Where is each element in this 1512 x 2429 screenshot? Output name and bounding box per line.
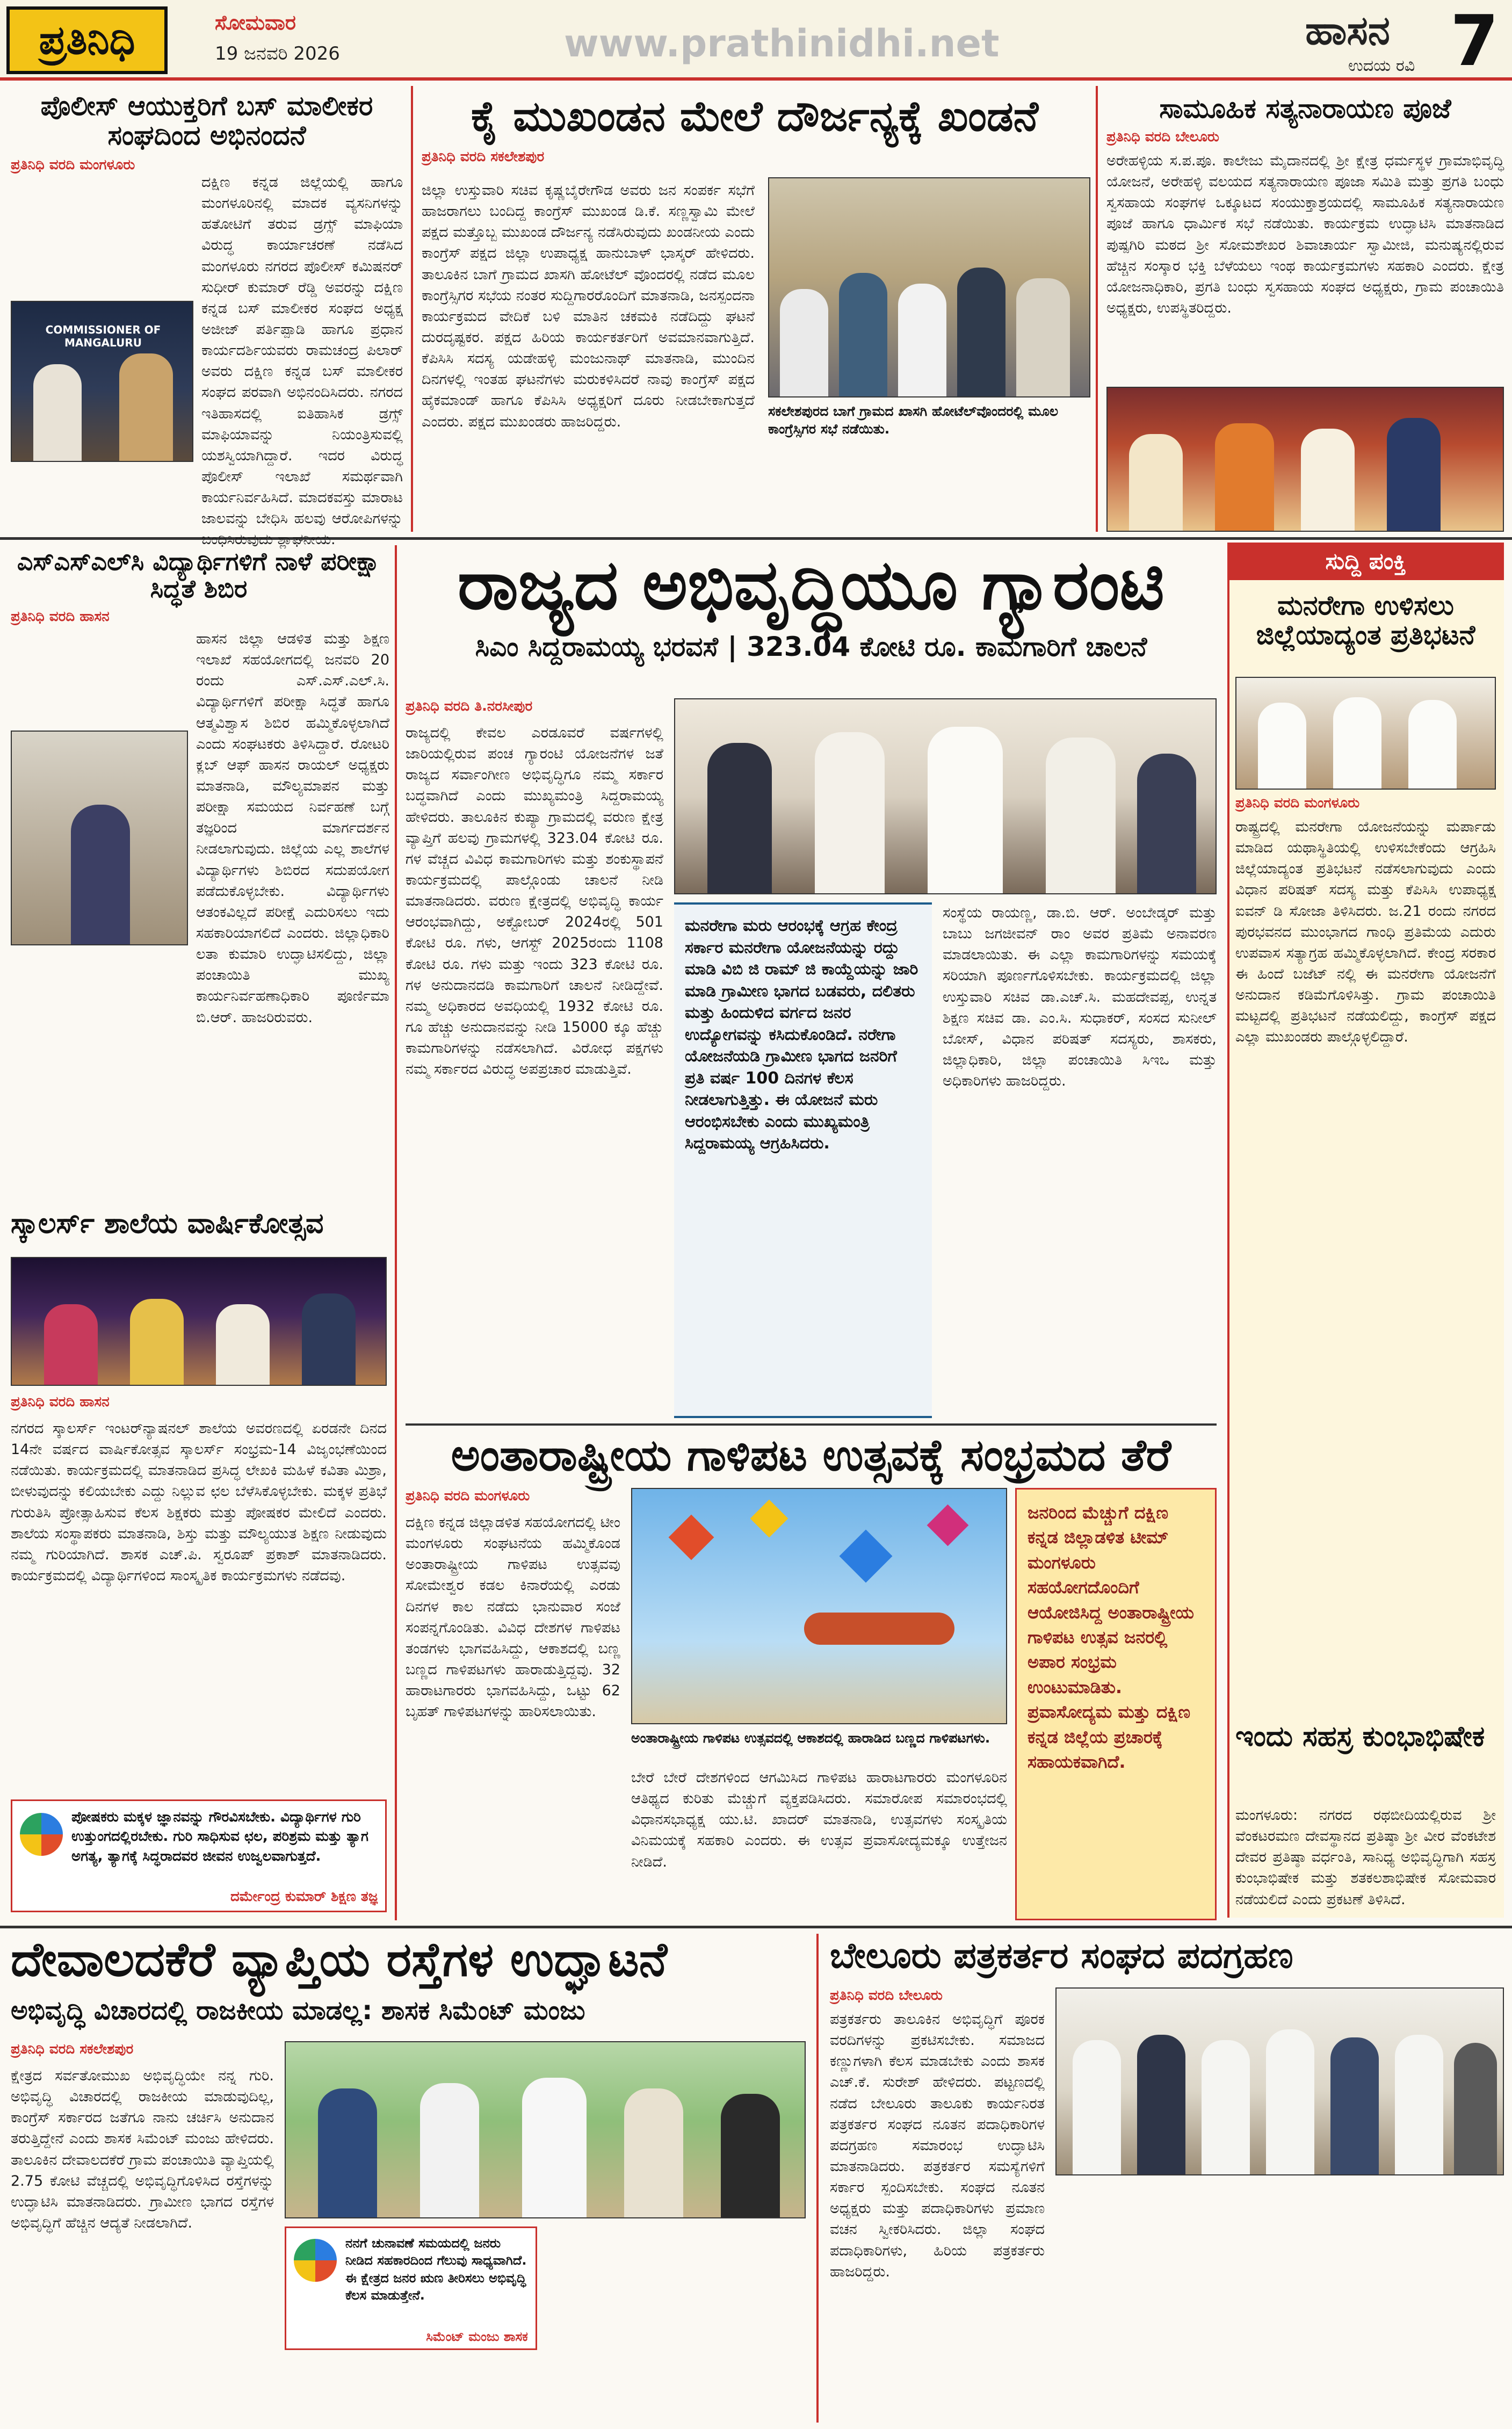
police-headline[interactable]: ಪೊಲೀಸ್ ಆಯುಕ್ತರಿಗೆ ಬಸ್ ಮಾಲೀಕರ ಸಂಘದಿಂದ ಅಭಿನಂದನೆ: [40, 90, 373, 151]
kai-story: [422, 94, 1088, 165]
pooja-headline[interactable]: ಸಾಮೂಹಿಕ ಸತ್ಯನಾರಾಯಣ ಪೂಜೆ: [1159, 93, 1451, 124]
kai-meeting-photo: [768, 177, 1090, 397]
police-story: [11, 91, 403, 174]
sudhi-headline[interactable]: ಮನರೇಗಾ ಉಳಿಸಲು ಜಿಲ್ಲೆಯಾದ್ಯಂತ ಪ್ರತಿಭಟನೆ: [1256, 590, 1475, 650]
person-figure: [624, 2088, 683, 2217]
kite-icon: [669, 1515, 714, 1560]
page-number: 7: [1450, 0, 1499, 82]
sslc-body: ಹಾಸನ ಜಿಲ್ಲಾ ಆಡಳಿತ ಮತ್ತು ಶಿಕ್ಷಣ ಇಲಾಖೆ ಸಹಯೋಗದಲ್ಲಿ ಜನವರಿ 20 ರಂದು ಎಸ್.ಎಸ್.ಎಲ್.ಸಿ. ವಿದ್ಯಾರ್ಥಿಗಳಿಗೆ ಪರೀಕ್ಷಾ ಸಿದ್ಧತೆ ಹಾಗೂ ಆತ್ಮವಿಶ್ವಾಸ ಶಿಬಿರ ಹಮ್ಮಿಕೊಳ್ಳಲಾಗಿದೆ ಎಂದು ಸಂಘಟಕರು ತಿಳಿಸಿದ್ದಾರೆ. ರೋಟರಿ ಕ್ಲಬ್ ಆಫ್ ಹಾಸನ ರಾಯಲ್ ಅಧ್ಯಕ್ಷರು ಮಾತನಾಡಿ, ಮೌಲ್ಯಮಾಪನ ಮತ್ತು ಪರೀಕ್ಷಾ ಸಮಯದ ನಿರ್ವಹಣೆ ಬಗ್ಗೆ ತಜ್ಞರಿಂದ ಮಾರ್ಗದರ್ಶನ ನೀಡಲಾಗುವುದು. ಜಿಲ್ಲೆಯ ಎಲ್ಲ ಶಾಲೆಗಳ ವಿದ್ಯಾರ್ಥಿಗಳು ಶಿಬಿರದ ಸದುಪಯೋಗ ಪಡೆದುಕೊಳ್ಳಬೇಕು. ವಿದ್ಯಾರ್ಥಿಗಳು ಆತಂಕವಿಲ್ಲದೆ ಪರೀಕ್ಷೆ ಎದುರಿಸಲು ಇದು ಸಹಕಾರಿಯಾಗಲಿದೆ ಎಂದರು. ಜಿಲ್ಲಾಧಿಕಾರಿ ಲತಾ ಕುಮಾರಿ ಉದ್ಘಾಟಿಸಲಿದ್ದು, ಜಿಲ್ಲಾ ಪಂಚಾಯಿತಿ ಮುಖ್ಯ ಕಾರ್ಯನಿರ್ವಹಣಾಧಿಕಾರಿ ಪೂರ್ಣಿಮಾ ಬಿ.ಆರ್. ಹಾಜರಿರುವರು.: [196, 631, 389, 1026]
promo-quote-text: ಪೋಷಕರು ಮಕ್ಕಳ ಜ್ಞಾನವನ್ನು ಗೌರವಿಸಬೇಕು. ವಿದ್ಯಾರ್ಥಿಗಳ ಗುರಿ ಉತ್ತುಂಗದಲ್ಲಿರಬೇಕು. ಗುರಿ ಸಾಧಿಸುವ ಛಲ, ಪರಿಶ್ರಮ ಮತ್ತು ತ್ಯಾಗ ಅಗತ್ಯ, ತ್ಯಾಗಕ್ಕೆ ಸಿದ್ಧರಾದವರ ಜೀವನ ಉಜ್ವಲವಾಗುತ್ತದೆ.: [71, 1809, 368, 1864]
kite-body-left: ದಕ್ಷಿಣ ಕನ್ನಡ ಜಿಲ್ಲಾಡಳಿತ ಸಹಯೋಗದಲ್ಲಿ ಟೀಂ ಮಂಗಳೂರು ಸಂಘಟನೆಯ ಹಮ್ಮಿಕೊಂಡ ಅಂತಾರಾಷ್ಟ್ರೀಯ ಗಾಳಿಪಟ ಉತ್ಸವವು ಸೋಮೇಶ್ವರ ಕಡಲ ಕಿನಾರೆಯಲ್ಲಿ ಎರಡು ದಿನಗಳ ಕಾಲ ನಡೆದು ಭಾನುವಾರ ಸಂಜೆ ಸಂಪನ್ನಗೊಂಡಿತು. ವಿವಿಧ ದೇಶಗಳ ಗಾಳಿಪಟ ತಂಡಗಳು ಭಾಗವಹಿಸಿದ್ದು, ಆಕಾಶದಲ್ಲಿ ಬಣ್ಣ ಬಣ್ಣದ ಗಾಳಿಪಟಗಳು ಹಾರಾಡುತ್ತಿದ್ದವು. 32 ಹಾರಾಟಗಾರರು ಭಾಗವಹಿಸಿದ್ದು, ಒಟ್ಟು 62 ಬೃಹತ್ ಗಾಳಿಪಟಗಳನ್ನು ಹಾರಿಸಲಾಯಿತು.: [406, 1514, 620, 1720]
sudhi-sub-body: ಮಂಗಳೂರು: ನಗರದ ರಥಬೀದಿಯಲ್ಲಿರುವ ಶ್ರೀ ವೆಂಕಟರಮಣ ದೇವಸ್ಥಾನದ ಪ್ರತಿಷ್ಠಾ ಶ್ರೀ ವೀರ ವೆಂಕಟೇಶ ದೇವರ ಪ್ರತಿಷ್ಠಾ ವರ್ಧಂತಿ, ಸಾನಿಧ್ಯ ಅಭಿವೃದ್ಧಿಗಾಗಿ ಸಹಸ್ರ ಕುಂಭಾಭಿಷೇಕ ಮತ್ತು ಶತಕಲಶಾಭಿಷೇಕ ಸೋಮವಾರ ನಡೆಯಲಿದೆ ಎಂದು ಪ್ರಕಟಣೆ ತಿಳಿಸಿದೆ.: [1235, 1807, 1496, 1908]
person-figure: [318, 2088, 377, 2217]
kite-icon: [750, 1500, 788, 1538]
school-headline[interactable]: ಸ್ಕಾಲರ್ಸ್ ಶಾಲೆಯ ವಾರ್ಷಿಕೋತ್ಸವ: [11, 1208, 324, 1240]
kite-byline: ಪ್ರತಿನಿಧಿ ವರದಿ ಮಂಗಳೂರು: [406, 1488, 530, 1504]
school-body: ನಗರದ ಸ್ಕಾಲರ್ಸ್ ಇಂಟರ್‌ನ್ಯಾಷನಲ್ ಶಾಲೆಯ ಅವರಣದಲ್ಲಿ ಏರಡನೇ ದಿನದ 14ನೇ ವರ್ಷದ ವಾರ್ಷಿಕೋತ್ಸವ ಸ್ಕಾಲರ್ಸ್ ಸಂಭ್ರಮ-14 ವಿಜೃಂಭಣೆಯಿಂದ ನಡೆಯಿತು. ಕಾರ್ಯಕ್ರಮದಲ್ಲಿ ಮಾತನಾಡಿದ ಪ್ರಸಿದ್ಧ ಲೇಖಕಿ ಮಹಿಳೆ ಕವಿತಾ ಮಿಶ್ರಾ, ಬೀಳುವುದನ್ನು ಕಲಿಯಬೇಕು ಎದ್ದು ನಿಲ್ಲುವ ಛಲ ಬೆಳೆಸಿಕೊಳ್ಳಬೇಕು. ಮಕ್ಕಳ ಪ್ರತಿಭೆ ಗುರುತಿಸಿ ಪ್ರೋತ್ಸಾಹಿಸುವ ಕೆಲಸ ಶಿಕ್ಷಕರು ಮತ್ತು ಪೋಷಕರ ಮೇಲಿದೆ ಎಂದರು. ಶಾಲೆಯ ಸಂಸ್ಥಾಪಕರು ಮಾತನಾಡಿ, ಶಿಸ್ತು ಮತ್ತು ಮೌಲ್ಯಯುತ ಶಿಕ್ಷಣ ನೀಡುವುದು ನಮ್ಮ ಗುರಿಯಾಗಿದೆ. ಶಾಸಕ ಎಚ್.ಪಿ. ಸ್ವರೂಪ್ ಪ್ರಕಾಶ್ ಮಾತನಾಡಿದರು. ಕಾರ್ಯಕ್ರಮದಲ್ಲಿ ವಿದ್ಯಾರ್ಥಿಗಳಿಂದ ಸಾಂಸ್ಕೃತಿಕ ಕಾರ್ಯಕ್ರಮಗಳು ನಡೆದವು.: [11, 1420, 387, 1584]
kai-byline: ಪ್ರತಿನಿಧಿ ವರದಿ ಸಕಲೇಶಪುರ: [422, 148, 545, 165]
edition-name: ಹಾಸನ: [1305, 8, 1390, 54]
person-figure: [721, 2094, 780, 2217]
road-inset-cite: ಸಿಮೆಂಟ್ ಮಂಜು ಶಾಸಕ: [426, 2329, 528, 2344]
person-figure: [1016, 278, 1070, 396]
police-photo: [11, 301, 193, 462]
issue-date: 19 ಜನವರಿ 2026: [215, 43, 340, 64]
person-figure: [420, 2083, 479, 2217]
promo-quote-cite: ದರ್ಮೇಂದ್ರ ಕುಮಾರ್ ಶಿಕ್ಷಣ ತಜ್ಞ: [230, 1889, 378, 1905]
sslc-byline: ಪ್ರತಿನಿಧಿ ವರದಿ ಹಾಸನ: [11, 609, 110, 625]
sslc-story: [11, 548, 387, 625]
school-story: [11, 1209, 387, 1239]
person-figure: [815, 732, 885, 893]
pooja-byline: ಪ್ರತಿನಿಧಿ ವರದಿ ಬೇಲೂರು: [1106, 129, 1219, 145]
kite-body-right: ಬೇರೆ ಬೇರೆ ದೇಶಗಳಿಂದ ಆಗಮಿಸಿದ ಗಾಳಿಪಟ ಹಾರಾಟಗಾರರು ಮಂಗಳೂರಿನ ಆತಿಥ್ಯದ ಕುರಿತು ಮೆಚ್ಚುಗೆ ವ್ಯಕ್ತಪಡಿಸಿದರು. ಸಮಾರೋಪ ಸಮಾರಂಭದಲ್ಲಿ ವಿಧಾನಸಭಾಧ್ಯಕ್ಷ ಯು.ಟಿ. ಖಾದರ್ ಮಾತನಾಡಿ, ಉತ್ಸವಗಳು ಸಂಸ್ಕೃತಿಯ ವಿನಿಮಯಕ್ಕೆ ಸಹಕಾರಿ ಎಂದರು. ಈ ಉತ್ಸವ ಪ್ರವಾಸೋದ್ಯಮಕ್ಕೂ ಉತ್ತೇಜನ ನೀಡಿದೆ.: [631, 1769, 1007, 1870]
kite-icon: [927, 1505, 969, 1546]
sudhi-byline: ಪ್ರತಿನಿಧಿ ವರದಿ ಮಂಗಳೂರು: [1235, 795, 1360, 811]
person-figure: [1301, 429, 1355, 531]
person-figure: [1073, 2040, 1121, 2174]
person-figure: [1395, 2035, 1443, 2174]
police-body: ದಕ್ಷಿಣ ಕನ್ನಡ ಜಿಲ್ಲೆಯಲ್ಲಿ ಹಾಗೂ ಮಂಗಳೂರಿನಲ್ಲಿ ಮಾದಕ ವ್ಯಸನಿಗಳನ್ನು ಹತೋಟಿಗೆ ತರುವ ಡ್ರಗ್ಸ್ ಮಾಫಿಯಾ ವಿರುದ್ಧ ಕಾರ್ಯಾಚರಣೆ ನಡೆಸಿದ ಮಂಗಳೂರು ನಗರದ ಪೊಲೀಸ್ ಕಮಿಷನರ್ ಸುಧೀರ್ ಕುಮಾರ್ ರೆಡ್ಡಿ ಅವರನ್ನು ದಕ್ಷಿಣ ಕನ್ನಡ ಬಸ್ ಮಾಲೀಕರ ಸಂಘದ ಅಧ್ಯಕ್ಷ ಅಜೀಜ್ ಪರ್ತಿಪ್ಪಾಡಿ ಹಾಗೂ ಪ್ರಧಾನ ಕಾರ್ಯದರ್ಶಿಯವರು ರಾಮಚಂದ್ರ ಪಿಲಾರ್ ಅವರು ದಕ್ಷಿಣ ಕನ್ನಡ ಬಸ್ ಮಾಲೀಕರ ಸಂಘದ ಪರವಾಗಿ ಅಭಿನಂದಿಸಿದರು. ನಗರದ ಇತಿಹಾಸದಲ್ಲಿ ಐತಿಹಾಸಿಕ ಡ್ರಗ್ಸ್ ಮಾಫಿಯಾವನ್ನು ನಿಯಂತ್ರಿಸುವಲ್ಲಿ ಯಶಸ್ವಿಯಾಗಿದ್ದಾರೆ. ಇದರ ವಿರುದ್ಧ ಪೊಲೀಸ್ ಇಲಾಖೆ ಸಮರ್ಥವಾಗಿ ಕಾರ್ಯನಿರ್ವಹಿಸಿದೆ. ಮಾದಕವಸ್ತು ಮಾರಾಟ ಜಾಲವನ್ನು ಬೇಧಿಸಿ ಹಲವು ಆರೋಪಿಗಳನ್ನು ಬಂಧಿಸಿರುವುದು ಶ್ಲಾಘನೀಯ.: [201, 174, 403, 548]
kai-photo-caption: ಸಕಲೇಶಪುರದ ಬಾಗೆ ಗ್ರಾಮದ ಖಾಸಗಿ ಹೋಟೆಲ್‌ವೊಂದರಲ್ಲಿ ಮೂಲ ಕಾಂಗ್ರೆಸ್ಸಿಗರ ಸಭೆ ನಡೆಯಿತು.: [768, 403, 1059, 437]
manarega-quote-box: [674, 902, 932, 1418]
road-inset-text: ನನಗೆ ಚುನಾವಣೆ ಸಮಯದಲ್ಲಿ ಜನರು ನೀಡಿದ ಸಹಕಾರದಿಂದ ಗೆಲುವು ಸಾಧ್ಯವಾಗಿದೆ. ಈ ಕ್ಷೇತ್ರದ ಜನರ ಋಣ ತೀರಿಸಲು ಅಭಿವೃದ್ಧಿ ಕೆಲಸ ಮಾಡುತ್ತೇನೆ.: [345, 2236, 527, 2303]
lead-photo: [674, 698, 1217, 894]
kite-photo-caption: ಅಂತಾರಾಷ್ಟ್ರೀಯ ಗಾಳಿಪಟ ಉತ್ಸವದಲ್ಲಿ ಆಕಾಶದಲ್ಲಿ ಹಾರಾಡಿದ ಬಣ್ಣದ ಗಾಳಿಪಟಗಳು.: [631, 1730, 990, 1746]
person-figure: [1137, 2035, 1185, 2174]
pooja-body: ಅರೇಹಳ್ಳಿಯ ಸ.ಪ.ಪೂ. ಕಾಲೇಜು ಮೈದಾನದಲ್ಲಿ ಶ್ರೀ ಕ್ಷೇತ್ರ ಧರ್ಮಸ್ಥಳ ಗ್ರಾಮಾಭಿವೃದ್ಧಿ ಯೋಜನೆ, ಅರೇಹಳ್ಳಿ ವಲಯದ ಸತ್ಯನಾರಾಯಣ ಪೂಜಾ ಸಮಿತಿ ಮತ್ತು ಪ್ರಗತಿ ಬಂಧು ಸ್ವಸಹಾಯ ಸಂಘಗಳ ಒಕ್ಕೂಟದ ಸಂಯುಕ್ತಾಶ್ರಯದಲ್ಲಿ ಸಾಮೂಹಿಕ ಸತ್ಯನಾರಾಯಣ ಪೂಜೆ ಹಾಗೂ ಧಾರ್ಮಿಕ ಸಭೆ ನಡೆಯಿತು. ಕಾರ್ಯಕ್ರಮ ಉದ್ಘಾಟಿಸಿ ಮಾತನಾಡಿದ ಪುಷ್ಪಗಿರಿ ಮಠದ ಶ್ರೀ ಸೋಮಶೇಖರ ಶಿವಾಚಾರ್ಯ ಸ್ವಾಮೀಜಿ, ಮನುಷ್ಯನಲ್ಲಿರುವ ಹೆಚ್ಚಿನ ಸಂಸ್ಕಾರ ಭಕ್ತಿ ಬೆಳೆಯಲು ಇಂಥ ಕಾರ್ಯಕ್ರಮಗಳು ಸಹಕಾರಿ ಎಂದರು. ಕ್ಷೇತ್ರ ಯೋಜನಾಧಿಕಾರಿ, ಪ್ರಗತಿ ಬಂಧು ಸ್ವಸಹಾಯ ಸಂಘದ ಅಧ್ಯಕ್ಷರು, ಗ್ರಾಮ ಪಂಚಾಯಿತಿ ಅಧ್ಯಕ್ಷರು, ಉಪಸ್ಥಿತರಿದ್ದರು.: [1106, 153, 1504, 316]
pooja-story: [1106, 94, 1504, 146]
person-figure: [216, 1304, 270, 1385]
logo-icon: [294, 2239, 337, 2282]
person-figure: [1129, 434, 1183, 531]
person-figure: [130, 1299, 184, 1385]
pooja-photo: [1106, 387, 1504, 532]
road-byline: ಪ್ರತಿನಿಧಿ ವರದಿ ಸಕಲೇಶಪುರ: [11, 2041, 134, 2057]
person-figure: [1202, 2040, 1250, 2174]
person-figure: [707, 743, 772, 893]
person-figure: [71, 805, 130, 944]
section-divider: [0, 1926, 1512, 1928]
kai-headline[interactable]: ಕೈ ಮುಖಂಡನ ಮೇಲೆ ದೌರ್ಜನ್ಯಕ್ಕೆ ಖಂಡನೆ: [471, 92, 1039, 141]
promo-quote-box: [11, 1799, 387, 1912]
kite-photo: [631, 1488, 1007, 1724]
person-figure: [1137, 754, 1196, 893]
person-figure: [1330, 2037, 1379, 2174]
column-divider: [395, 545, 397, 1920]
person-figure: [119, 353, 173, 461]
lead-story: [406, 545, 1217, 663]
road-headline[interactable]: ದೇವಾಲದಕೆರೆ ವ್ಯಾಪ್ತಿಯ ರಸ್ತೆಗಳ ಉದ್ಘಾಟನೆ: [11, 1932, 668, 1987]
manarega-quote-text: ಮನರೇಗಾ ಮರು ಆರಂಭಕ್ಕೆ ಆಗ್ರಹ ಕೇಂದ್ರ ಸರ್ಕಾರ ಮನರೇಗಾ ಯೋಜನೆಯನ್ನು ರದ್ದು ಮಾಡಿ ವಿಬಿ ಜಿ ರಾಮ್ ಜಿ ಕಾಯ್ದೆಯನ್ನು ಜಾರಿ ಮಾಡಿ ಗ್ರಾಮೀಣ ಭಾಗದ ಬಡವರು, ದಲಿತರು ಮತ್ತು ಹಿಂದುಳಿದ ವರ್ಗದ ಜನರ ಉದ್ಯೋಗವನ್ನು ಕಸಿದುಕೊಂಡಿದೆ. ನರೇಗಾ ಯೋಜನೆಯಡಿ ಗ್ರಾಮೀಣ ಭಾಗದ ಜನರಿಗೆ ಪ್ರತಿ ವರ್ಷ 100 ದಿನಗಳ ಕೆಲಸ ನೀಡಲಾಗುತ್ತಿತ್ತು. ಈ ಯೋಜನೆ ಮರು ಆರಂಭಿಸಬೇಕು ಎಂದು ಮುಖ್ಯಮಂತ್ರಿ ಸಿದ್ದರಾಮಯ್ಯ ಆಗ್ರಹಿಸಿದರು.: [685, 916, 918, 1153]
column-divider: [816, 1934, 819, 2423]
police-byline: ಪ್ರತಿನಿಧಿ ವರದಿ ಮಂಗಳೂರು: [11, 157, 135, 173]
lead-body-left: ರಾಜ್ಯದಲ್ಲಿ ಕೇವಲ ಎರಡೂವರೆ ವರ್ಷಗಳಲ್ಲಿ ಜಾರಿಯಲ್ಲಿರುವ ಪಂಚ ಗ್ಯಾರಂಟಿ ಯೋಜನೆಗಳ ಜತೆ ರಾಜ್ಯದ ಸರ್ವಾಂಗೀಣ ಅಭಿವೃದ್ಧಿಗೂ ನಮ್ಮ ಸರ್ಕಾರ ಬದ್ಧವಾಗಿದೆ ಎಂದು ಮುಖ್ಯಮಂತ್ರಿ ಸಿದ್ದರಾಮಯ್ಯ ಹೇಳಿದರು. ತಾಲೂಕಿನ ಕುಪ್ಯಾ ಗ್ರಾಮದಲ್ಲಿ ವರುಣ ಕ್ಷೇತ್ರ ವ್ಯಾಪ್ತಿಗೆ ಹಲವು ಗ್ರಾಮಗಳಲ್ಲಿ 323.04 ಕೋಟಿ ರೂ. ಗಳ ವೆಚ್ಚದ ವಿವಿಧ ಕಾಮಗಾರಿಗಳು ಮತ್ತು ಶಂಕುಸ್ಥಾಪನೆ ಕಾರ್ಯಕ್ರಮದಲ್ಲಿ ಪಾಲ್ಗೊಂಡು ಚಾಲನೆ ನೀಡಿ ಮಾತನಾಡಿದರು. ವರುಣ ಕ್ಷೇತ್ರದಲ್ಲಿ ಅಭಿವೃದ್ಧಿ ಕಾರ್ಯ ಆರಂಭವಾಗಿದ್ದು, ಅಕ್ಟೋಬರ್ 2024ರಲ್ಲಿ 501 ಕೋಟಿ ರೂ. ಗಳು, ಆಗಸ್ಟ್ 2025ರಂದು 1108 ಕೋಟಿ ರೂ. ಗಳು ಮತ್ತು ಇಂದು 323 ಕೋಟಿ ರೂ. ಗಳ ಅನುದಾನದಡಿ ಕಾಮಗಾರಿಗೆ ಚಾಲನೆ ನೀಡಿದ್ದೇವೆ. ನಮ್ಮ ಅಧಿಕಾರದ ಅವಧಿಯಲ್ಲಿ 1932 ಕೋಟಿ ರೂ. ಗೂ ಹೆಚ್ಚು ಅನುದಾನವನ್ನು ನೀಡಿ 15000 ಕ್ಕೂ ಹೆಚ್ಚು ಕಾಮಗಾರಿಗಳನ್ನು ನಡೆಸಲಾಗಿದೆ. ವಿರೋಧ ಪಕ್ಷಗಳು ನಮ್ಮ ಸರ್ಕಾರದ ವಿರುದ್ಧ ಅಪಪ್ರಚಾರ ಮಾಡುತ್ತಿವೆ.: [406, 725, 663, 1078]
column-divider: [411, 86, 413, 532]
school-stage-photo: [11, 1257, 387, 1386]
person-figure: [1333, 697, 1381, 789]
sudhi-protest-photo: [1235, 677, 1496, 790]
person-figure: [1408, 700, 1457, 789]
website-url[interactable]: www.prathinidhi.net: [564, 21, 1000, 66]
column-divider: [1096, 86, 1098, 532]
person-figure: [1215, 423, 1274, 531]
kite-side-text: ಜನರಿಂದ ಮೆಚ್ಚುಗೆ ದಕ್ಷಿಣ ಕನ್ನಡ ಜಿಲ್ಲಾಡಳಿತ ಟೀಮ್ ಮಂಗಳೂರು ಸಹಯೋಗದೊಂದಿಗೆ ಆಯೋಜಿಸಿದ್ದ ಅಂತಾರಾಷ್ಟ್ರೀಯ ಗಾಳಿಪಟ ಉತ್ಸವ ಜನರಲ್ಲಿ ಅಪಾರ ಸಂಭ್ರಮ ಉಂಟುಮಾಡಿತು. ಪ್ರವಾಸೋದ್ಯಮ ಮತ್ತು ದಕ್ಷಿಣ ಕನ್ನಡ ಜಿಲ್ಲೆಯ ಪ್ರಚಾರಕ್ಕೆ ಸಹಾಯಕವಾಗಿದೆ.: [1028, 1502, 1194, 1772]
person-figure: [780, 289, 828, 396]
lead-headline[interactable]: ರಾಜ್ಯದ ಅಭಿವೃದ್ಧಿಯೂ ಗ್ಯಾರಂಟಿ: [457, 545, 1164, 625]
person-figure: [1046, 738, 1116, 893]
person-figure: [302, 1293, 356, 1385]
person-figure: [1454, 2043, 1497, 2174]
kai-body: ಜಿಲ್ಲಾ ಉಸ್ತುವಾರಿ ಸಚಿವ ಕೃಷ್ಣಬೈರೇಗೌಡ ಅವರು ಜನ ಸಂಪರ್ಕ ಸಭೆಗೆ ಹಾಜರಾಗಲು ಬಂದಿದ್ದ ಕಾಂಗ್ರೆಸ್ ಮುಖಂಡ ಡಿ.ಕೆ. ಸಣ್ಣಸ್ವಾಮಿ ಮೇಲೆ ಪಕ್ಷದ ಮತ್ತೊಬ್ಬ ಮುಖಂಡ ದೌರ್ಜನ್ಯ ನಡೆಸಿರುವುದು ಖಂಡನೀಯ ಎಂದು ಕಾಂಗ್ರೆಸ್ ಪಕ್ಷದ ಜಿಲ್ಲಾ ಉಪಾಧ್ಯಕ್ಷ ಹಾನುಬಾಳ್ ಭಾಸ್ಕರ್ ಹೇಳಿದರು. ತಾಲೂಕಿನ ಬಾಗೆ ಗ್ರಾಮದ ಖಾಸಗಿ ಹೋಟೆಲ್ ವೊಂದರಲ್ಲಿ ನಡೆದ ಮೂಲ ಕಾಂಗ್ರೆಸ್ಸಿಗರ ಸಭೆಯ ನಂತರ ಸುದ್ದಿಗಾರರೊಂದಿಗೆ ಮಾತನಾಡಿ, ಜನಸ್ಪಂದನಾ ಕಾರ್ಯಕ್ರಮದ ವೇದಿಕೆ ಬಳಿ ಮಾತಿನ ಚಕಮಕಿ ನಡೆದಿದ್ದು ಘಟನೆ ದುರದೃಷ್ಟಕರ. ಪಕ್ಷದ ಹಿರಿಯ ಕಾರ್ಯಕರ್ತರಿಗೆ ಅವಮಾನವಾಗುತ್ತಿದೆ. ಕೆಪಿಸಿಸಿ ಸದಸ್ಯ ಯಡೇಹಳ್ಳಿ ಮಂಜುನಾಥ್ ಮಾತನಾಡಿ, ಮುಂದಿನ ದಿನಗಳಲ್ಲಿ ಇಂತಹ ಘಟನೆಗಳು ಮರುಕಳಿಸಿದರೆ ನಾವು ಕಾಂಗ್ರೆಸ್ ಪಕ್ಷದ ಹೈಕಮಾಂಡ್ ಹಾಗೂ ಕೆಪಿಸಿಸಿ ಅಧ್ಯಕ್ಷರಿಗೆ ದೂರು ನೀಡಬೇಕಾಗುತ್ತದೆ ಎಂದರು. ಪಕ್ಷದ ಮುಖಂಡರು ಹಾಜರಿದ್ದರು.: [422, 182, 755, 430]
belur-headline[interactable]: ಬೇಲೂರು ಪತ್ರಕರ್ತರ ಸಂಘದ ಪದಗ್ರಹಣ: [830, 1935, 1293, 1976]
kite-side-box: [1015, 1488, 1217, 1920]
person-figure: [1258, 703, 1306, 789]
sudhi-body: ರಾಷ್ಟ್ರದಲ್ಲಿ ಮನರೇಗಾ ಯೋಜನೆಯನ್ನು ಮರ್ಪಾಡು ಮಾಡಿದ ಯಥಾಸ್ಥಿತಿಯಲ್ಲಿ ಉಳಿಸಬೇಕೆಂದು ಆಗ್ರಹಿಸಿ ಜಿಲ್ಲೆಯಾದ್ಯಂತ ಪ್ರತಿಭಟನೆ ನಡೆಸಲಾಗುವುದು ಎಂದು ವಿಧಾನ ಪರಿಷತ್ ಸದಸ್ಯ ಮತ್ತು ಕೆಪಿಸಿಸಿ ಉಪಾಧ್ಯಕ್ಷ ಐವನ್ ಡಿ ಸೋಜಾ ತಿಳಿಸಿದರು. ಜ.21 ರಂದು ನಗರದ ಪುರಭವನದ ಮುಂಭಾಗದ ಗಾಂಧಿ ಪ್ರತಿಮೆಯ ಎದುರು ಉಪವಾಸ ಸತ್ಯಾಗ್ರಹ ಹಮ್ಮಿಕೊಳ್ಳಲಾಗಿದೆ. ಕೇಂದ್ರ ಸರಕಾರ ಈ ಹಿಂದೆ ಬಜೆಟ್ ನಲ್ಲಿ ಈ ಮನರೇಗಾ ಯೋಜನೆಗೆ ಅನುದಾನ ಕಡಿಮೆಗೊಳಿಸಿತ್ತು. ಗ್ರಾಮ ಪಂಚಾಯಿತಿ ಮಟ್ಟದಲ್ಲಿ ಪ್ರತಿಭಟನೆ ನಡೆಯಲಿದ್ದು, ಕಾಂಗ್ರೆಸ್ ಪಕ್ಷದ ಎಲ್ಲಾ ಮುಖಂಡರು ಪಾಲ್ಗೊಳ್ಳಲಿದ್ದಾರೆ.: [1235, 819, 1496, 1046]
lead-subhead[interactable]: ಸಿಎಂ ಸಿದ್ದರಾಮಯ್ಯ ಭರವಸೆ | 323.04 ಕೋಟಿ ರೂ. ಕಾಮಗಾರಿಗೆ ಚಾಲನೆ: [475, 631, 1147, 662]
person-figure: [1387, 418, 1441, 531]
edition-subtitle: ಉದಯ ರವಿ: [1348, 56, 1415, 75]
person-figure: [44, 1304, 98, 1385]
kite-icon: [840, 1530, 893, 1583]
road-subhead[interactable]: ಅಭಿವೃದ್ಧಿ ವಿಚಾರದಲ್ಲಿ ರಾಜಕೀಯ ಮಾಡಲ್ಲ: ಶಾಸಕ ಸಿಮೆಂಟ್ ಮಂಜು: [11, 1996, 585, 2026]
sslc-headline[interactable]: ಎಸ್‌ಎಸ್‌ಎಲ್‌ಸಿ ವಿದ್ಯಾರ್ಥಿಗಳಿಗೆ ನಾಳೆ ಪರೀಕ್ಷಾ ಸಿದ್ಧತೆ ಶಿಬಿರ: [17, 547, 381, 603]
person-figure: [839, 273, 887, 396]
issue-day: ಸೋಮವಾರ: [215, 11, 296, 34]
lead-byline: ಪ್ರತಿನಿಧಿ ವರದಿ ತಿ.ನರಸೀಪುರ: [406, 698, 533, 714]
road-photo: [285, 2041, 806, 2218]
police-photo-sign: COMMISSIONER OF MANGALURU: [45, 323, 161, 349]
logo-icon: [20, 1813, 63, 1856]
belur-body: ಪತ್ರಕರ್ತರು ತಾಲೂಕಿನ ಅಭಿವೃದ್ಧಿಗೆ ಪೂರಕ ವರದಿಗಳನ್ನು ಪ್ರಕಟಿಸಬೇಕು. ಸಮಾಜದ ಕಣ್ಣುಗಳಾಗಿ ಕೆಲಸ ಮಾಡಬೇಕು ಎಂದು ಶಾಸಕ ಎಚ್.ಕೆ. ಸುರೇಶ್ ಹೇಳಿದರು. ಪಟ್ಟಣದಲ್ಲಿ ನಡೆದ ಬೇಲೂರು ತಾಲೂಕು ಕಾರ್ಯನಿರತ ಪತ್ರಕರ್ತರ ಸಂಘದ ನೂತನ ಪದಾಧಿಕಾರಿಗಳ ಪದಗ್ರಹಣ ಸಮಾರಂಭ ಉದ್ಘಾಟಿಸಿ ಮಾತನಾಡಿದರು. ಪತ್ರಕರ್ತರ ಸಮಸ್ಯೆಗಳಿಗೆ ಸರ್ಕಾರ ಸ್ಪಂದಿಸಬೇಕು. ಸಂಘದ ನೂತನ ಅಧ್ಯಕ್ಷರು ಮತ್ತು ಪದಾಧಿಕಾರಿಗಳು ಪ್ರಮಾಣ ವಚನ ಸ್ವೀಕರಿಸಿದರು. ಜಿಲ್ಲಾ ಸಂಘದ ಪದಾಧಿಕಾರಿಗಳು, ಹಿರಿಯ ಪತ್ರಕರ್ತರು ಹಾಜರಿದ್ದರು.: [830, 2011, 1045, 2280]
sudhi-pankti-label: ಸುದ್ದಿ ಪಂಕ್ತಿ: [1227, 543, 1504, 580]
section-divider: [406, 1423, 1217, 1426]
school-byline: ಪ್ರತಿನಿಧಿ ವರದಿ ಹಾಸನ: [11, 1394, 110, 1410]
person-figure: [928, 727, 1003, 893]
person-figure: [33, 364, 82, 461]
belur-byline: ಪ್ರತಿನಿಧಿ ವರದಿ ಬೇಲೂರು: [830, 1987, 943, 2004]
kite-headline[interactable]: ಅಂತಾರಾಷ್ಟ್ರೀಯ ಗಾಳಿಪಟ ಉತ್ಸವಕ್ಕೆ ಸಂಭ್ರಮದ ತೆರೆ: [451, 1430, 1171, 1481]
person-figure: [522, 2078, 587, 2217]
dragon-kite-icon: [804, 1613, 954, 1645]
sslc-exam-photo: [11, 731, 188, 945]
road-inset-box: [285, 2226, 537, 2350]
newspaper-logo[interactable]: ಪ್ರತಿನಿಧಿ: [6, 6, 168, 74]
belur-group-photo: [1055, 1987, 1504, 2175]
lead-body-right: ಸಂಸ್ಥೆಯ ರಾಯಣ್ಣ, ಡಾ.ಬಿ. ಆರ್. ಅಂಬೇಡ್ಕರ್ ಮತ್ತು ಬಾಬು ಜಗಜೀವನ್ ರಾಂ ಅವರ ಪ್ರತಿಮೆ ಅನಾವರಣ ಮಾಡಲಾಯಿತು. ಈ ಎಲ್ಲಾ ಕಾಮಗಾರಿಗಳನ್ನು ಸಮಯಕ್ಕೆ ಸರಿಯಾಗಿ ಪೂರ್ಣಗೊಳಿಸಬೇಕು. ಕಾರ್ಯಕ್ರಮದಲ್ಲಿ ಜಿಲ್ಲಾ ಉಸ್ತುವಾರಿ ಸಚಿವ ಡಾ.ಎಚ್.ಸಿ. ಮಹದೇವಪ್ಪ, ಉನ್ನತ ಶಿಕ್ಷಣ ಸಚಿವ ಡಾ. ಎಂ.ಸಿ. ಸುಧಾಕರ್, ಸಂಸದ ಸುನೀಲ್ ಬೋಸ್, ವಿಧಾನ ಪರಿಷತ್ ಸದಸ್ಯರು, ಶಾಸಕರು, ಜಿಲ್ಲಾಧಿಕಾರಿ, ಜಿಲ್ಲಾ ಪಂಚಾಯಿತಿ ಸಿಇಒ ಮತ್ತು ಅಧಿಕಾರಿಗಳು ಹಾಜರಿದ್ದರು.: [943, 905, 1217, 1090]
road-body: ಕ್ಷೇತ್ರದ ಸರ್ವತೋಮುಖ ಅಭಿವೃದ್ಧಿಯೇ ನನ್ನ ಗುರಿ. ಅಭಿವೃದ್ಧಿ ವಿಚಾರದಲ್ಲಿ ರಾಜಕೀಯ ಮಾಡುವುದಿಲ್ಲ, ಕಾಂಗ್ರೆಸ್ ಸರ್ಕಾರದ ಜತೆಗೂ ನಾನು ಚರ್ಚಿಸಿ ಅನುದಾನ ತರುತ್ತಿದ್ದೇನೆ ಎಂದು ಶಾಸಕ ಸಿಮೆಂಟ್ ಮಂಜು ಹೇಳಿದರು. ತಾಲೂಕಿನ ದೇವಾಲದಕೆರೆ ಗ್ರಾಮ ಪಂಚಾಯಿತಿ ವ್ಯಾಪ್ತಿಯಲ್ಲಿ 2.75 ಕೋಟಿ ವೆಚ್ಚದಲ್ಲಿ ಅಭಿವೃದ್ಧಿಗೊಳಿಸಿದ ರಸ್ತೆಗಳನ್ನು ಉದ್ಘಾಟಿಸಿ ಮಾತನಾಡಿದರು. ಗ್ರಾಮೀಣ ಭಾಗದ ರಸ್ತೆಗಳ ಅಭಿವೃದ್ಧಿಗೆ ಹೆಚ್ಚಿನ ಆದ್ಯತೆ ನೀಡಲಾಗಿದೆ.: [11, 2067, 274, 2231]
person-figure: [957, 268, 1005, 396]
person-figure: [898, 284, 946, 396]
person-figure: [1266, 2029, 1314, 2174]
sudhi-sub-headline[interactable]: ಇಂದು ಸಹಸ್ರ ಕುಂಭಾಭಿಷೇಕ: [1235, 1720, 1485, 1753]
